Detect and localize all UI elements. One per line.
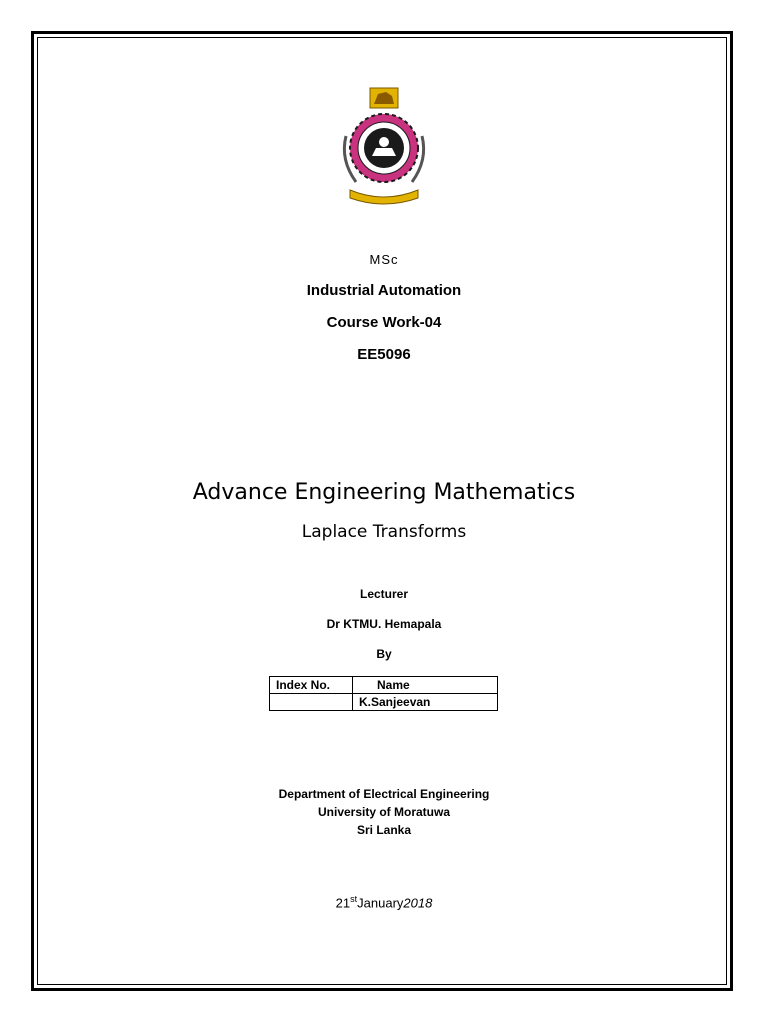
university-name: University of Moratuwa <box>317 805 451 819</box>
page-title: Advance Engineering Mathematics <box>192 480 576 505</box>
degree-label: MSc <box>369 252 399 267</box>
institution-block <box>0 785 768 839</box>
date-year: 2018 <box>403 895 433 911</box>
table-cell-name: K.Sanjeevan <box>353 694 498 711</box>
lecturer-name: Dr KTMU. Hemapala <box>326 617 442 631</box>
date-day: 21 <box>335 895 351 911</box>
coursework-label: Course Work-04 <box>326 314 442 331</box>
country-name: Sri Lanka <box>356 823 412 837</box>
students-table <box>269 676 498 711</box>
table-header-index: Index No. <box>270 677 353 694</box>
university-crest-icon <box>334 86 434 208</box>
module-code: EE5096 <box>357 346 411 363</box>
by-label: By <box>376 647 392 661</box>
department-name: Department of Electrical Engineering <box>278 787 490 801</box>
date-suffix: st <box>350 894 358 904</box>
date-month: January <box>357 895 404 911</box>
lecturer-label: Lecturer <box>359 587 409 601</box>
table-header-name: Name <box>353 677 498 694</box>
page-subtitle: Laplace Transforms <box>301 522 467 542</box>
submission-date <box>0 894 768 910</box>
table-header-row <box>270 677 498 694</box>
program-name: Industrial Automation <box>306 282 462 299</box>
table-row <box>270 694 498 711</box>
table-cell-index <box>270 694 353 711</box>
